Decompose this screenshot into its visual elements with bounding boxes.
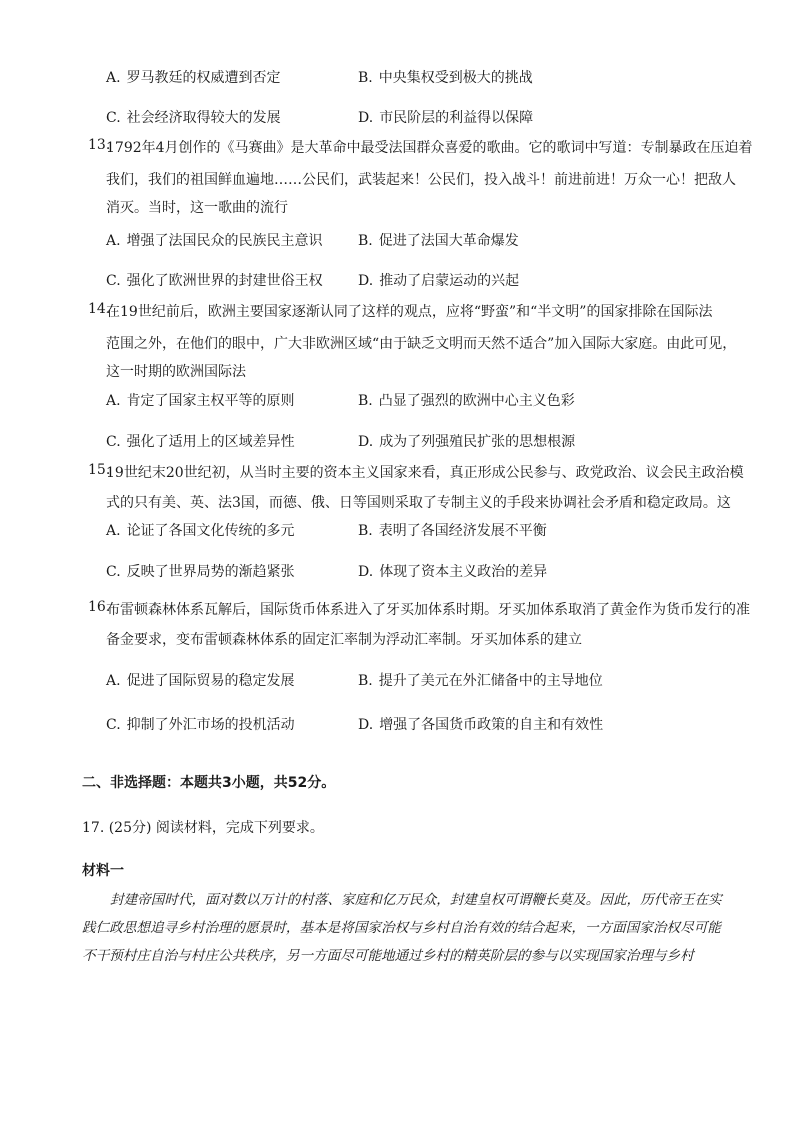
option-label: C.: [106, 717, 121, 733]
option-text: 抑制了外汇市场的投机活动: [126, 717, 295, 733]
q15-option-c[interactable]: [106, 561, 295, 581]
option-text: 肯定了国家主权平等的原则: [126, 393, 295, 409]
option-label: D.: [358, 434, 374, 450]
question-stem-line: 在19世纪前后，欧洲主要国家逐渐认同了这样的观点，应将“野蛮”和“半文明”的国家排除在国际法: [106, 304, 713, 320]
question-stem-line: 消灭。当时，这一歌曲的流行: [106, 200, 288, 216]
q16-options-row-2: [0, 714, 800, 738]
q15-option-d[interactable]: [358, 561, 547, 581]
option-label: D.: [358, 564, 374, 580]
option-text: 促进了国际贸易的稳定发展: [126, 673, 295, 689]
question-stem-line: 备金要求，变布雷顿森林体系的固定汇率制为浮动汇率制。牙买加体系的建立: [106, 632, 582, 648]
option-text: 促进了法国大革命爆发: [378, 233, 519, 249]
q13-option-d[interactable]: [358, 270, 519, 290]
q12-option-c[interactable]: [106, 107, 281, 127]
option-text: 反映了世界局势的渐趋紧张: [126, 564, 295, 580]
q13-options-row-2: [0, 270, 800, 294]
q13-option-b[interactable]: [358, 230, 519, 250]
option-label: A.: [106, 233, 121, 249]
question-stem-line: 范围之外，在他们的眼中，广大非欧洲区域“由于缺乏文明而天然不适合”加入国际大家庭。由此可见，: [106, 336, 737, 352]
option-text: 中央集权受到极大的挑战: [378, 70, 533, 86]
q16-option-d[interactable]: [358, 714, 603, 734]
option-label: A.: [106, 393, 121, 409]
option-text: 提升了美元在外汇储备中的主导地位: [378, 673, 603, 689]
option-text: 体现了资本主义政治的差异: [379, 564, 548, 580]
q13-options-row-1: [0, 230, 800, 254]
question-stem-line: 1792年4月创作的《马赛曲》是大革命中最受法国群众喜爱的歌曲。它的歌词中写道：专制暴政在压迫着: [106, 140, 753, 156]
option-text: 强化了适用上的区域差异性: [126, 434, 295, 450]
material-line: 践仁政思想追寻乡村治理的愿景时，基本是将国家治权与乡村自治有效的结合起来，一方面国家治权尽可能: [82, 920, 721, 936]
option-label: C.: [106, 564, 121, 580]
question-stem-line: 19世纪末20世纪初，从当时主要的资本主义国家来看，真正形成公民参与、政党政治、议会民主政治模: [106, 465, 744, 481]
option-text: 成为了列强殖民扩张的思想根源: [379, 434, 576, 450]
q16-options-row-1: [0, 670, 800, 694]
question-number: 16.: [88, 599, 111, 615]
option-text: 罗马教廷的权威遭到否定: [126, 70, 281, 86]
option-label: D.: [358, 110, 374, 126]
option-label: B.: [358, 393, 373, 409]
question-number: 14.: [88, 301, 111, 317]
q15-option-a[interactable]: [106, 520, 295, 540]
q13-option-a[interactable]: [106, 230, 323, 250]
option-text: 凸显了强烈的欧洲中心主义色彩: [378, 393, 575, 409]
option-text: 表明了各国经济发展不平衡: [378, 523, 547, 539]
q12-option-d[interactable]: [358, 107, 533, 127]
q14-options-row-2: [0, 431, 800, 455]
question-stem-line: 我们，我们的祖国鲜血遍地……公民们，武装起来！公民们，投入战斗！前进前进！万众一心！把敌人: [106, 172, 736, 188]
option-label: A.: [106, 523, 121, 539]
option-text: 增强了法国民众的民族民主意识: [126, 233, 323, 249]
material-line: 封建帝国时代，面对数以万计的村落、家庭和亿万民众，封建皇权可谓鞭长莫及。因此，历代帝王在实: [110, 892, 722, 908]
question-stem-line: 这一时期的欧洲国际法: [106, 364, 246, 380]
option-text: 社会经济取得较大的发展: [126, 110, 281, 126]
question-17-stem: 17. (25分) 阅读材料，完成下列要求。: [82, 820, 324, 836]
option-text: 增强了各国货币政策的自主和有效性: [379, 717, 604, 733]
option-text: 论证了各国文化传统的多元: [126, 523, 295, 539]
option-label: B.: [358, 673, 373, 689]
q14-option-c[interactable]: [106, 431, 295, 451]
option-text: 推动了启蒙运动的兴起: [379, 273, 520, 289]
q14-option-a[interactable]: [106, 390, 295, 410]
q15-options-row-2: [0, 561, 800, 585]
option-text: 市民阶层的利益得以保障: [379, 110, 534, 126]
option-label: C.: [106, 434, 121, 450]
option-label: B.: [358, 70, 373, 86]
question-number: 15.: [88, 462, 111, 478]
q16-option-a[interactable]: [106, 670, 295, 690]
q12-options-row-1: [0, 67, 800, 91]
option-label: A.: [106, 673, 121, 689]
q16-option-b[interactable]: [358, 670, 603, 690]
section-heading: 二、非选择题：本题共3小题，共52分。: [82, 775, 336, 791]
q12-option-a[interactable]: [106, 67, 281, 87]
option-label: C.: [106, 273, 121, 289]
q14-options-row-1: [0, 390, 800, 414]
question-number: 13.: [88, 137, 111, 153]
q12-option-b[interactable]: [358, 67, 533, 87]
material-title: 材料一: [82, 863, 124, 879]
q14-option-d[interactable]: [358, 431, 575, 451]
q13-option-c[interactable]: [106, 270, 323, 290]
question-stem-line: 布雷顿森林体系瓦解后，国际货币体系进入了牙买加体系时期。牙买加体系取消了黄金作为货币发行的准: [106, 602, 750, 618]
question-stem-line: 式的只有美、英、法3国，而德、俄、日等国则采取了专制主义的手段来协调社会矛盾和稳定政局。这: [106, 495, 731, 511]
material-line: 不干预村庄自治与村庄公共秩序，另一方面尽可能地通过乡村的精英阶层的参与以实现国家治理与乡村: [82, 948, 694, 964]
option-label: C.: [106, 110, 121, 126]
q15-option-b[interactable]: [358, 520, 547, 540]
option-label: B.: [358, 233, 373, 249]
option-label: D.: [358, 717, 374, 733]
q14-option-b[interactable]: [358, 390, 575, 410]
q12-options-row-2: [0, 107, 800, 131]
option-label: A.: [106, 70, 121, 86]
q16-option-c[interactable]: [106, 714, 295, 734]
q15-options-row-1: [0, 520, 800, 544]
option-label: D.: [358, 273, 374, 289]
option-text: 强化了欧洲世界的封建世俗王权: [126, 273, 323, 289]
option-label: B.: [358, 523, 373, 539]
